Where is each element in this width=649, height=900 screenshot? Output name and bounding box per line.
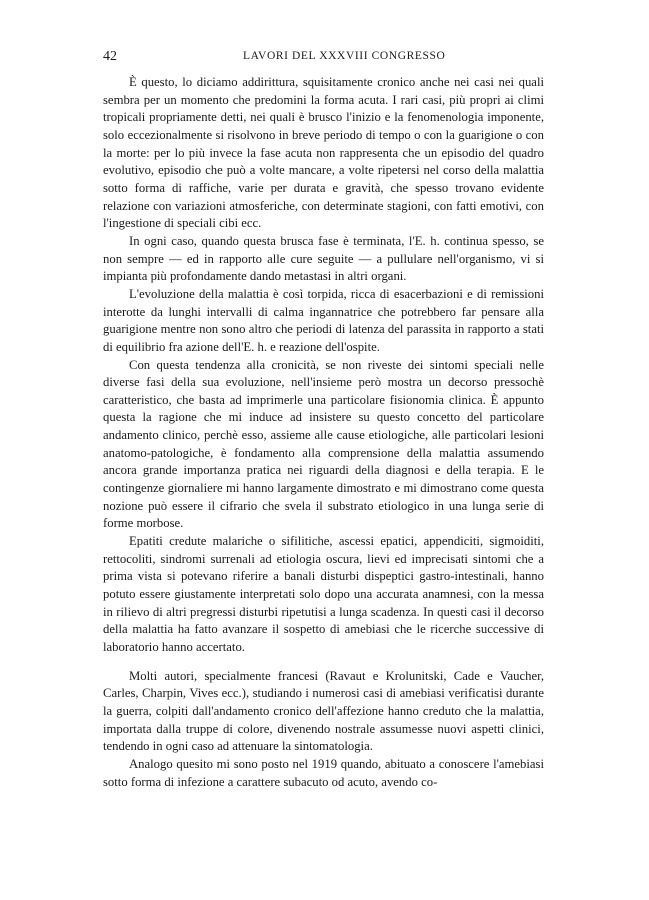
paragraph: Analogo quesito mi sono posto nel 1919 quando, abituato a conoscere l'amebiasi sotto forma di infezione a carattere subacuto od acuto, avendo co- [103,756,544,789]
running-head: LAVORI DEL XXXVIII CONGRESSO [243,50,446,62]
paragraph: È questo, lo diciamo addirittura, squisitamente cronico anche nei casi nei quali sembra per un momento che predomini la forma acuta. I rari casi, più propri ai climi tropicali propriamente detti, nei quali è brusco l'inizio e la fenomenologia imponente, solo eccezionalmente si risolvono in breve periodo di tempo o con la guarigione o con la morte: per lo più invece la fase acuta non rappresenta che un episodio del quadro evolutivo, episodio che può a volte mancare, a volte ripetersi nel corso della malattia sotto forma di raffiche, varie per durata e gravità, che spesso trovano evidente relazione con variazioni atmosferiche, con determinate stagioni, con fatti emotivi, con l'ingestione di speciali cibi ecc. [103,75,544,231]
page-header [103,49,543,65]
paragraph: In ogni caso, quando questa brusca fase è terminata, l'E. h. continua spesso, se non sempre — ed in rapporto alle cure seguite — a pullulare nell'organismo, vi si impianta più profondamente dando metastasi in altri organi. [103,233,544,284]
paragraph: Epatiti credute malariche o sifilitiche, ascessi epatici, appendiciti, sigmoiditi, rettocoliti, sindromi surrenali ad etiologia oscura, lievi ed imprecisati sintomi che a prima vista si potevano riferire a banali disturbi dispeptici gastro-intestinali, hanno potuto essere giustamente interpretati solo dopo una accurata anamnesi, con la messa in rilievo di altri pregressi disturbi ripetutisi a lunga scadenza. In questi casi il decorso della malattia ha fatto avanzare il sospetto di amebiasi che le ricerche successive di laboratorio hanno accertato. [103,534,544,654]
paragraph: L'evoluzione della malattia è così torpida, ricca di esacerbazioni e di remissioni interotte da lunghi intervalli di calma ingannatrice che potrebbero far pensare alla guarigione mentre non sono altro che periodi di latenza del parassita in rapporto a stati di equilibrio fra azione dell'E. h. e reazione dell'ospite. [103,286,544,354]
body-text [103,74,544,791]
paragraph: Con questa tendenza alla cronicità, se non riveste dei sintomi speciali nelle diverse fasi della sua evoluzione, nell'insieme però mostra un decorso pressochè caratteristico, che basta ad imprimerle una particolare fisionomia clinica. È appunto questa la ragione che mi induce ad insistere su questo concetto del particolare andamento clinico, perchè esso, assieme alle cause etiologiche, alle particolari lesioni anatomo-patologiche, è fondamento alla comprensione della malattia assumendo ancora grande importanza pratica nei riguardi della diagnosi e della terapia. E le contingenze giornaliere mi hanno largamente dimostrato e mi dimostrano come questa nozione può essere il cifrario che svela il substrato etiologico in una lunga serie di forme morbose. [103,357,544,531]
page-number: 42 [103,49,117,64]
paragraph: Molti autori, specialmente francesi (Ravaut e Krolunitski, Cade e Vaucher, Carles, Charpin, Vives ecc.), studiando i numerosi casi di amebiasi verificatisi durante la guerra, colpiti dall'andamento cronico dell'affezione hanno creduto che la malattia, importata dalla truppe di colore, divenendo nostrale assumesse nuovi aspetti clinici, tendendo in ogni caso ad attenuare la sintomatologia. [103,668,544,754]
